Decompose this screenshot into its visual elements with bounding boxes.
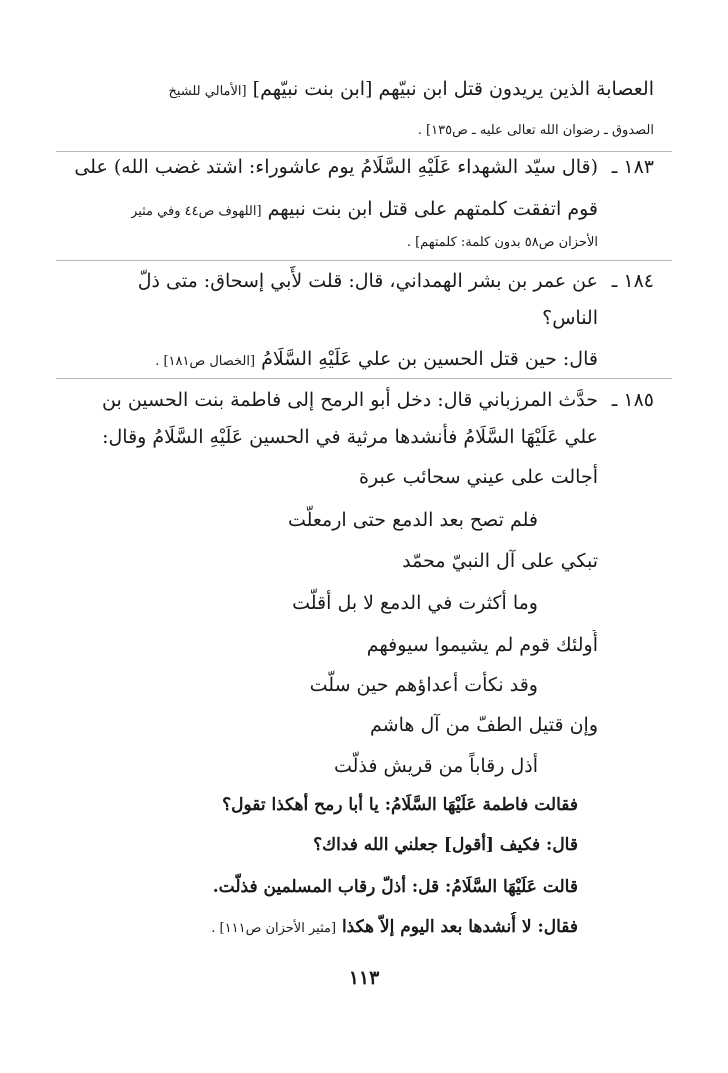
text-line: الناس؟ (542, 307, 598, 329)
separator (56, 378, 672, 379)
entry-number: ١٨٣ ـ (611, 156, 654, 178)
citation: [الأمالي للشيخ (168, 84, 247, 99)
entry-number: ١٨٥ ـ (611, 389, 654, 411)
poem-line: فلم تصح بعد الدمع حتى ارمعلّت (287, 509, 538, 531)
text-line: قالت عَلَيْهَا السَّلَامُ: قل: أذلّ رقاب المسلمين فذلّت. (212, 877, 578, 897)
poem-line: وقد نكأت أعداؤهم حين سلّت (309, 674, 538, 696)
citation: [مثير الأحزان ص١١١] . (211, 921, 337, 936)
poem-line: أذل رقاباً من قريش فذلّت (333, 755, 538, 777)
text-line: عن عمر بن بشر الهمداني، قال: قلت لأَبي إسحاق: متى ذلّ (137, 270, 598, 292)
poem-line: أجالت على عيني سحائب عبرة (359, 466, 598, 488)
poem-line: تبكي على آل النبيّ محمّد (402, 550, 598, 572)
text-line: قوم اتفقت كلمتهم على قتل ابن بنت نبيهم [اللهوف ص٤٤ وفي مثير (131, 198, 598, 220)
entry-number: ١٨٤ ـ (611, 270, 654, 292)
text-line: (قال سيّد الشهداء عَلَيْهِ السَّلَامُ يوم عاشوراء: اشتد غضب الله) على (74, 156, 598, 178)
text-line: حدَّث المرزباني قال: دخل أبو الرمح إلى فاطمة بنت الحسين بن (102, 389, 598, 411)
text-line: فقالت فاطمة عَلَيْهَا السَّلَامُ: يا أبا رمح أهكذا تقول؟ (222, 795, 578, 815)
text-line: قال: حين قتل الحسين بن علي عَلَيْهِ السَّلَامُ [الخصال ص١٨١] . (155, 348, 598, 370)
text-line: العصابة الذين يريدون قتل ابن نبيّهم [ابن بنت نبيّهم] [الأمالي للشيخ (168, 78, 654, 100)
citation: الصدوق ـ رضوان الله تعالى عليه ـ ص١٣٥] . (417, 123, 654, 138)
page-number: ١١٣ (348, 967, 380, 989)
text-line: علي عَلَيْهَا السَّلَامُ فأنشدها مرثية في الحسين عَلَيْهِ السَّلَامُ وقال: (102, 426, 598, 448)
text-line: قال: فكيف [أقول] جعلني الله فداك؟ (313, 835, 578, 855)
text-line: فقال: لا أُنشدها بعد اليوم إلاّ هكذا [مثير الأحزان ص١١١] . (211, 917, 578, 937)
citation: الأحزان ص٥٨ بدون كلمة: كلمتهم] . (406, 235, 598, 250)
poem-line: وإن قتيل الطفّ من آل هاشم (370, 714, 598, 736)
citation: [الخصال ص١٨١] . (155, 354, 256, 369)
citation: [اللهوف ص٤٤ وفي مثير (131, 204, 262, 219)
separator (56, 260, 672, 261)
poem-line: وما أكثرت في الدمع لا بل أقلّت (292, 592, 538, 614)
poem-line: أُولئك قوم لم يشيموا سيوفهم (366, 634, 598, 656)
